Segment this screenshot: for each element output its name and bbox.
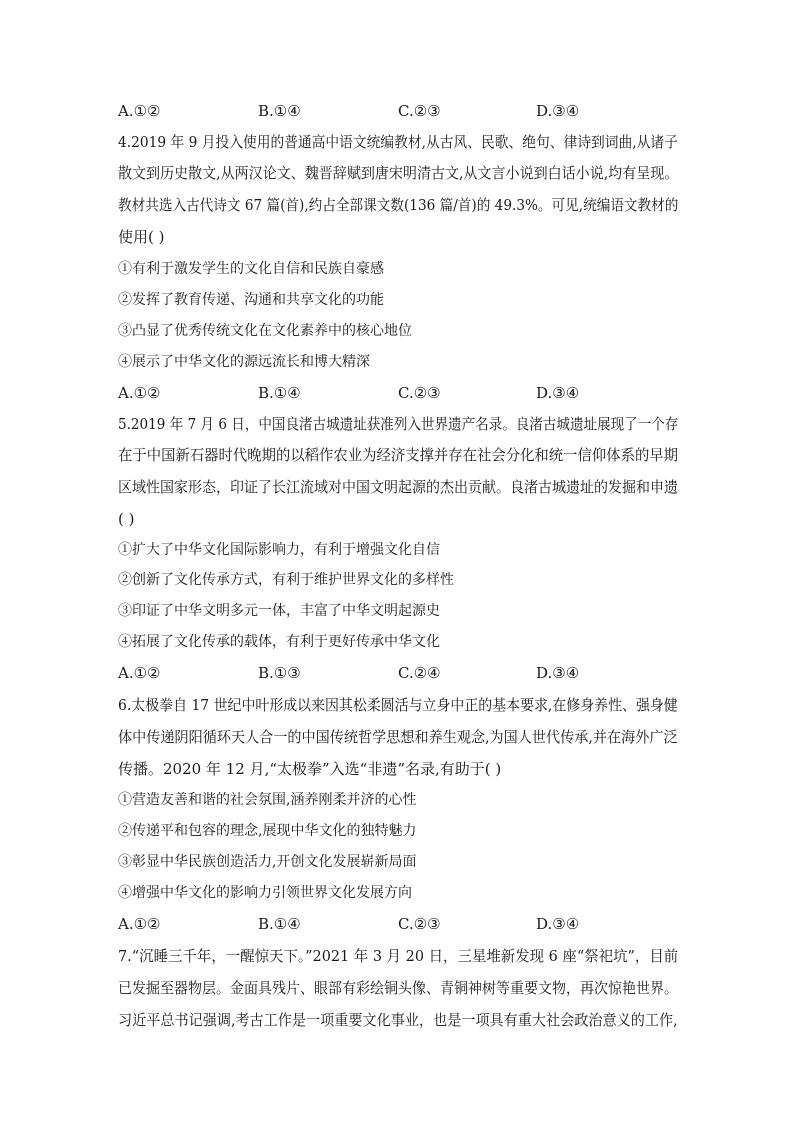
statement-2: ②传递平和包容的理念,展现中华文化的独特魅力 — [118, 823, 417, 839]
choice-d: D.③④ — [536, 384, 580, 402]
question-text-line: 7.“沉睡三千年，一醒惊天下。”2021 年 3 月 20 日，三星堆新发现 6 座“祭祀坑”，目前 — [118, 947, 679, 965]
question-text-line: 4.2019 年 9 月投入使用的普通高中语文统编教材,从古风、民歌、绝句、律诗到词曲,从诸子 — [118, 133, 678, 151]
statement-2: ②创新了文化传承方式，有利于维护世界文化的多样性 — [118, 572, 454, 588]
choice-c: C.②③ — [398, 915, 441, 933]
question-text-line: 教材共选入古代诗文 67 篇(首),约占全部课文数(136 篇/首)的 49.3%。可见,统编语文教材的 — [118, 196, 679, 214]
choice-b: B.①④ — [258, 384, 301, 402]
answer-choices — [118, 383, 678, 403]
choice-a: A.①② — [118, 102, 161, 120]
question-text-line: 5.2019 年 7 月 6 日，中国良渚古城遗址获准列入世界遗产名录。良渚古城遗址展现了一个存 — [118, 415, 679, 433]
choice-a: A.①② — [118, 915, 161, 933]
answer-choices — [118, 663, 678, 683]
statement-1: ①扩大了中华文化国际影响力，有利于增强文化自信 — [118, 542, 440, 558]
prev-question-choices — [118, 101, 678, 121]
question-text-line: ( ) — [118, 510, 135, 528]
choice-b: B.①④ — [258, 102, 301, 120]
choice-d: D.③④ — [536, 664, 580, 682]
question-text-line: 散文到历史散文,从两汉论文、魏晋辞赋到唐宋明清古文,从文言小说到白话小说,均有呈现。 — [118, 164, 679, 182]
choice-c: C.②③ — [398, 384, 441, 402]
choice-d: D.③④ — [536, 102, 580, 120]
statement-1: ①营造友善和谐的社会氛围,涵养刚柔并济的心性 — [118, 792, 417, 808]
choice-b: B.①③ — [258, 664, 301, 682]
choice-d: D.③④ — [536, 915, 580, 933]
question-text-line: 传播。2020 年 12 月,“太极拳”入选“非遗”名录,有助于( ) — [118, 760, 502, 778]
question-text-line: 体中传递阴阳循环天人合一的中国传统哲学思想和养生观念,为国人世代传承,并在海外广泛 — [118, 728, 678, 746]
choice-c: C.②③ — [398, 102, 441, 120]
statement-3: ③印证了中华文明多元一体，丰富了中华文明起源史 — [118, 603, 440, 619]
statement-4: ④展示了中华文化的源远流长和博大精深 — [118, 354, 370, 370]
statement-4: ④增强中华文化的影响力引领世界文化发展方向 — [118, 885, 412, 901]
question-text-line: 习近平总书记强调,考古工作是一项重要文化事业，也是一项具有重大社会政治意义的工作, — [118, 1011, 678, 1029]
choice-c: C.②④ — [398, 664, 441, 682]
statement-3: ③彰显中华民族创造活力,开创文化发展崭新局面 — [118, 854, 417, 870]
question-text-line: 区域性国家形态，印证了长江流域对中国文明起源的杰出贡献。良渚古城遗址的发掘和申遗 — [118, 478, 678, 496]
answer-choices — [118, 914, 678, 934]
choice-a: A.①② — [118, 384, 161, 402]
question-text-line: 已发掘至器物层。金面具残片、眼部有彩绘铜头像、青铜神树等重要文物，再次惊艳世界。 — [118, 979, 678, 997]
question-text-line: 在于中国新石器时代晚期的以稻作农业为经济支撑并存在社会分化和统一信仰体系的早期 — [118, 446, 679, 464]
statement-1: ①有利于激发学生的文化自信和民族自豪感 — [118, 261, 384, 277]
statement-3: ③凸显了优秀传统文化在文化素养中的核心地位 — [118, 323, 412, 339]
question-text-line: 使用( ) — [118, 228, 165, 246]
statement-4: ④拓展了文化传承的载体，有利于更好传承中华文化 — [118, 634, 440, 650]
statement-2: ②发挥了教育传递、沟通和共享文化的功能 — [118, 292, 384, 308]
question-text-line: 6.太极拳自 17 世纪中叶形成以来因其松柔圆活与立身中正的基本要求,在修身养性、强身健 — [118, 696, 678, 714]
choice-a: A.①② — [118, 664, 161, 682]
choice-b: B.①④ — [258, 915, 301, 933]
